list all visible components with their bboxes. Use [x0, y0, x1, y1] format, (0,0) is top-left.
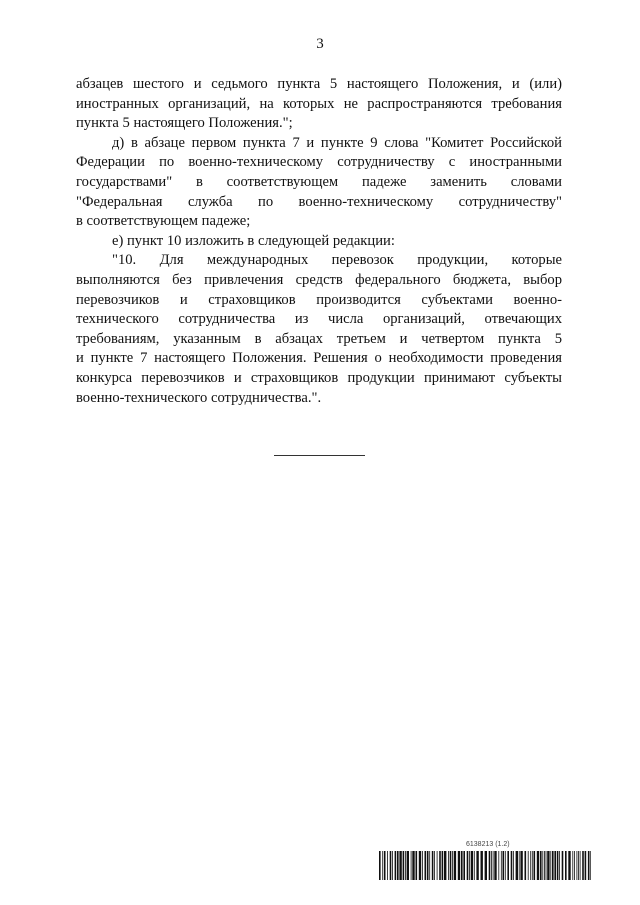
barcode-bar — [427, 851, 429, 880]
barcode-bar — [471, 851, 473, 880]
text-line: д) в абзаце первом пункта 7 и пункте 9 слова "Комитет Российской — [112, 134, 562, 151]
barcode-bar — [588, 851, 590, 880]
barcode-bar — [585, 851, 587, 880]
barcode-bar — [550, 851, 551, 880]
barcode-bar — [467, 851, 469, 880]
barcode-bar — [519, 851, 520, 880]
barcode-bar — [452, 851, 453, 880]
text-line: иностранных организаций, на которых не распространяются требования — [76, 95, 562, 112]
barcode-bar — [419, 851, 421, 880]
page-number: 3 — [316, 36, 324, 52]
barcode-bar — [542, 851, 543, 880]
barcode-bar — [501, 851, 502, 880]
barcode-bar — [434, 851, 435, 880]
barcode-bar — [382, 851, 383, 880]
barcode-bar — [405, 851, 406, 880]
barcode-bar — [532, 851, 533, 880]
barcode-bar — [474, 851, 475, 880]
text-line: военно-технического сотрудничества.". — [76, 389, 322, 406]
barcode-bar — [411, 851, 412, 880]
barcode-bar — [416, 851, 418, 880]
barcode-bar — [546, 851, 547, 880]
paragraph — [76, 251, 562, 408]
barcode-bar — [557, 851, 559, 880]
barcode-bar — [399, 851, 401, 880]
barcode-bar — [481, 851, 483, 880]
barcode-bar — [387, 851, 388, 880]
barcode-bar — [582, 851, 584, 880]
barcode-bar — [498, 851, 499, 880]
barcode-bar — [530, 851, 531, 880]
paragraph — [76, 232, 562, 252]
barcode-bar — [525, 851, 527, 880]
barcode-bar — [432, 851, 434, 880]
barcode-bar — [489, 851, 491, 880]
barcode-bar — [403, 851, 405, 880]
barcode-bar — [448, 851, 449, 880]
barcode-bar — [469, 851, 470, 880]
barcode-bar — [450, 851, 452, 880]
barcode-bar — [565, 851, 567, 880]
text-line: перевозчиков и страховщиков производится субъектами военно- — [76, 291, 562, 308]
barcode-bar — [444, 851, 446, 880]
barcode-bar — [439, 851, 441, 880]
text-line: пункта 5 настоящего Положения."; — [76, 115, 293, 132]
barcode-bar — [491, 851, 492, 880]
barcode-bar — [574, 851, 575, 880]
barcode-bar — [544, 851, 545, 880]
barcode-bar — [493, 851, 494, 880]
text-line: и пункте 7 настоящего Положения. Решения о необходимости проведения — [76, 350, 562, 367]
barcode-bar — [537, 851, 539, 880]
barcode-bar — [442, 851, 444, 880]
barcode-bar — [554, 851, 556, 880]
text-line: абзацев шестого и седьмого пункта 5 настоящего Положения, и (или) — [76, 76, 562, 92]
barcode-bar — [511, 851, 513, 880]
barcode-bar — [562, 851, 564, 880]
barcode-bar — [476, 851, 478, 880]
barcode-bar — [425, 851, 427, 880]
barcode-bar — [461, 851, 463, 880]
barcode-bar — [513, 851, 514, 880]
barcode-bar — [534, 851, 536, 880]
barcode-bar — [547, 851, 549, 880]
text-line: конкурса перевозчиков и страховщиков продукции принимают субъекты — [76, 369, 562, 386]
barcode-bar — [516, 851, 518, 880]
barcode-bar — [503, 851, 505, 880]
barcode-bar — [454, 851, 456, 880]
barcode-bar — [520, 851, 522, 880]
barcode-bar — [507, 851, 509, 880]
barcode-bar — [397, 851, 399, 880]
text-line: технического сотрудничества из числа организаций, отвечающих — [76, 311, 562, 328]
text-line: выполняются без привлечения средств федерального бюджета, выбор — [76, 271, 562, 288]
barcode-bar — [429, 851, 430, 880]
barcode-bar — [577, 851, 578, 880]
barcode-bar — [412, 851, 414, 880]
barcode-bar — [505, 851, 506, 880]
text-line: государствами" в соответствующем падеже заменить словами — [76, 173, 562, 190]
document-body — [76, 75, 562, 408]
barcode-bar — [559, 851, 560, 880]
barcode-bar — [458, 851, 460, 880]
barcode-bar — [463, 851, 465, 880]
barcode-bar — [485, 851, 487, 880]
text-line: в соответствующем падеже; — [76, 213, 251, 230]
barcode-bar — [379, 851, 381, 880]
barcode-bar — [395, 851, 397, 880]
text-line: требованиям, указанным в абзацах третьем и четвертом пункта 5 — [76, 330, 562, 347]
barcode-bar — [552, 851, 554, 880]
barcode-bar — [578, 851, 579, 880]
barcode-bar — [590, 851, 591, 880]
separator-line — [274, 455, 365, 456]
barcode-bar — [494, 851, 496, 880]
barcode-bar — [528, 851, 529, 880]
barcode-bar — [437, 851, 438, 880]
text-line: "10. Для международных перевозок продукции, которые — [112, 252, 562, 269]
barcode-bar — [580, 851, 581, 880]
barcode-bar — [422, 851, 423, 880]
barcode-bar — [572, 851, 573, 880]
barcode-bar — [390, 851, 392, 880]
barcode-icon — [379, 851, 591, 880]
paragraph — [76, 134, 562, 232]
barcode-bar — [540, 851, 542, 880]
text-line: Федерации по военно-техническому сотрудничеству с иностранными — [76, 154, 562, 171]
barcode-bar — [384, 851, 386, 880]
barcode-bar — [568, 851, 570, 880]
barcode-bar — [407, 851, 409, 880]
barcode-bar — [392, 851, 393, 880]
document-code: 6138213 (1.2) — [466, 841, 510, 848]
paragraph — [76, 75, 562, 134]
text-line: "Федеральная служба по военно-техническому сотрудничеству" — [76, 193, 562, 210]
text-line: е) пункт 10 изложить в следующей редакции: — [112, 232, 395, 249]
